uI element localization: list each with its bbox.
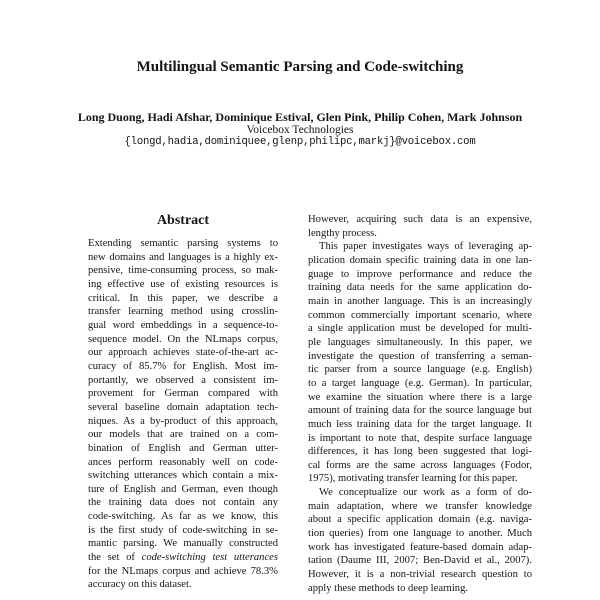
text-line: Extending semantic parsing systems to <box>88 238 278 249</box>
introduction-column <box>308 213 532 595</box>
text-line: a single application must be developed for multi- <box>308 323 532 335</box>
text-line: work has investigated feature-based domain adap- <box>308 541 532 553</box>
text-line: the training data does not contain any <box>88 497 278 509</box>
abstract-heading: Abstract <box>156 213 210 228</box>
paragraph <box>308 486 532 595</box>
text-line: ing effective use of existing resources is <box>88 278 278 290</box>
text-line: apply these methods to deep learning. <box>308 582 469 594</box>
text-line: However, it is a non-trivial research question to <box>308 569 532 581</box>
text-line: tion queries) from one language to another. Much <box>308 528 532 540</box>
text-line: ple languages simultaneously. In this paper, we <box>308 336 532 348</box>
text-line: transfer learning method using crosslin- <box>88 306 278 318</box>
text-line: for the NLmaps corpus and achieve 78.3% <box>88 565 278 577</box>
text-line: investigate the question of transferring a seman- <box>308 350 532 362</box>
text-line: provement for German compared with <box>88 388 278 400</box>
text-line: gual word embeddings in a sequence-to- <box>88 319 278 331</box>
paper-authors: Long Duong, Hadi Afshar, Dominique Estival, Glen Pink, Philip Cohen, Mark Johnson <box>77 110 523 124</box>
text-line: This paper investigates ways of leveraging ap- <box>319 241 532 253</box>
abstract-body <box>88 237 278 592</box>
text-line: differences, it has long been suggested that logi- <box>308 446 532 458</box>
text-line: we examine the situation where there is a large <box>308 391 532 403</box>
text-line: is the first study of code-switching in se- <box>88 524 278 536</box>
text-line: lengthy process. <box>308 227 377 239</box>
paragraph <box>88 237 278 592</box>
text-line: amount of training data for the source language but <box>308 405 532 417</box>
text-line: mantic parsing. We manually constructed <box>88 538 278 550</box>
paper-email: {longd,hadia,dominiquee,glenp,philipc,markj}@voicebox.com <box>124 136 476 148</box>
paper-title: Multilingual Semantic Parsing and Code-switching <box>136 59 464 75</box>
text-line: common commercially important scenario, where <box>308 309 532 321</box>
text-line: the set of code-switching test utterances <box>88 552 278 564</box>
text-line: critical. In this paper, we describe a <box>88 292 278 304</box>
text-line: our models that are trained on a com- <box>88 429 278 441</box>
text-line: main in another language. This is an increasingly <box>308 295 532 307</box>
text-line: 1975), motivating transfer learning for this paper. <box>308 473 518 485</box>
text-line: ture of English and German, even though <box>88 483 278 495</box>
text-line: However, acquiring such data is an expensive, <box>308 214 532 225</box>
text-line: to a target language (e.g. German). In particular, <box>308 377 532 389</box>
text-line: niques. As a by-product of this approach, <box>88 415 278 427</box>
text-line: training data needs for the same application do- <box>308 282 532 294</box>
text-line: bination of English and German utter- <box>88 442 278 454</box>
text-line: is important to note that, despite surface language <box>308 432 532 444</box>
text-line: main adaptation, where we transfer knowledge <box>308 500 532 512</box>
text-line: curacy of 85.7% for English. Most im- <box>88 360 278 372</box>
text-line: plication domain specific training data in one lan- <box>308 254 532 266</box>
text-line: much less training data for the target language. It <box>308 418 532 430</box>
text-line: pensive, time-consuming process, so mak- <box>88 265 278 277</box>
text-line: about a specific application domain (e.g. naviga- <box>308 514 532 526</box>
paragraph <box>308 240 532 486</box>
text-line: code-switching. As far as we know, this <box>88 511 278 523</box>
text-line: new domains and languages is a highly ex- <box>88 251 278 263</box>
text-line: guage to improve performance and reduce the <box>308 268 532 280</box>
text-line: tic parser from a source language (e.g. English) <box>308 364 532 376</box>
text-line: our approach achieves state-of-the-art ac- <box>88 347 278 359</box>
text-line: ances perform reasonably well on code- <box>88 456 278 468</box>
paper-affiliation: Voicebox Technologies <box>246 124 354 136</box>
text-line: We conceptualize our work as a form of do- <box>319 487 532 499</box>
text-line: tation (Daume III, 2007; Ben-David et al., 2007). <box>308 555 532 567</box>
text-line: several baseline domain adaptation tech- <box>88 401 278 413</box>
text-line: accuracy on this dataset. <box>88 579 192 591</box>
paragraph <box>308 213 532 240</box>
text-line: sequence model. On the NLmaps corpus, <box>88 333 278 345</box>
text-line: cal forms are the same across languages (Fodor, <box>308 459 532 471</box>
text-line: switching utterances which contain a mix- <box>88 470 278 482</box>
text-line: portantly, we observed a consistent im- <box>88 374 278 386</box>
